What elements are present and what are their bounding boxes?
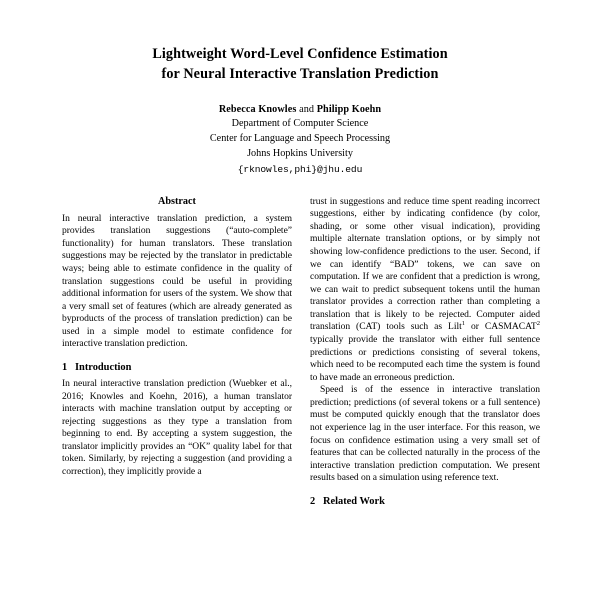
section-heading-related-work bbox=[310, 496, 540, 507]
right-paragraph-1 bbox=[310, 196, 540, 385]
right-paragraph-1-part-1: trust in suggestions and reduce time spent reading incorrect suggestions, either by indicating confidence (by color, shading, or some other visual indication), providing multiple alternate translation options, or by simply not showing low-confidence predictions to the user. Second, if we can identify “BAD” tokens, we can save on computation. If we are confident that a prediction is wrong, we can wait to predict subsequent tokens until the human translator provides a correction rather than completing a translation that is likely to be rejected. Computer aided translation (CAT) tools such as Lilt bbox=[310, 195, 540, 333]
section-number-1: 1 bbox=[62, 362, 68, 374]
abstract-heading: Abstract bbox=[158, 195, 196, 207]
left-column bbox=[62, 196, 292, 512]
right-paragraph-2: Speed is of the essence in interactive translation prediction; predictions (of several tokens or a full sentence) must be computed quickly enough that the translator does not experience lag in the user interface. For this reason, we focus on confidence estimation using a very small set of features that can be collected naturally in the process of the interactive translation prediction computation. We present results based on a simulation using reference text. bbox=[310, 384, 540, 484]
affiliation-line-2: Center for Language and Speech Processing bbox=[209, 133, 391, 145]
footnote-marker-2: 2 bbox=[536, 320, 540, 328]
author-2: Philipp Koehn bbox=[316, 104, 382, 116]
title-line-1: Lightweight Word-Level Confidence Estimation bbox=[152, 46, 448, 62]
affiliation-line-3: Johns Hopkins University bbox=[247, 147, 353, 159]
introduction-paragraph-1: In neural interactive translation prediction (Wuebker et al., 2016; Knowles and Koehn, 2016), a human translator interacts with machine translation output by accepting or rejecting suggestions as they type a translation from beginning to end. By accepting a system suggestion, the translator implicitly provides an “OK” quality label for that token. Similarly, by rejecting a suggestion (and providing a correction), they implicitly provide a bbox=[62, 378, 292, 478]
page-title bbox=[62, 44, 538, 84]
right-paragraph-1-part-3: typically provide the translator with either full sentence predictions or predictions consisting of several tokens, which need to be recomputed each time the system is found to have made an erroneous prediction. bbox=[310, 334, 540, 383]
right-column bbox=[310, 196, 540, 512]
section-heading-introduction bbox=[62, 362, 292, 373]
title-line-2: for Neural Interactive Translation Prediction bbox=[161, 66, 439, 83]
section-title-1: Introduction bbox=[75, 362, 132, 374]
two-column-body bbox=[62, 196, 538, 512]
contact-email: {rknowles,phi}@jhu.edu bbox=[237, 163, 363, 175]
abstract-text: In neural interactive translation prediction, a system provides translation suggestions (“auto-complete” functionality) for human translators. These translation suggestions may be rejected by the translator in predictable ways; being able to estimate confidence in the quality of translation suggestions could be useful in providing additional information for users of the system. We show that a very small set of features (which are already generated as byproducts of the process of translation prediction) can be used in a simple model to estimate confidence for interactive translation prediction. bbox=[62, 212, 292, 350]
affiliation bbox=[62, 117, 538, 161]
footnote-marker-1: 1 bbox=[461, 320, 466, 328]
section-title-2: Related Work bbox=[323, 495, 385, 507]
right-paragraph-1-part-2: or CASMACAT bbox=[465, 321, 537, 333]
author-list bbox=[62, 104, 538, 115]
affiliation-line-1: Department of Computer Science bbox=[231, 118, 369, 130]
author-1: Rebecca Knowles bbox=[218, 104, 297, 116]
section-number-2: 2 bbox=[310, 495, 316, 507]
author-conjunction: and bbox=[296, 104, 317, 116]
